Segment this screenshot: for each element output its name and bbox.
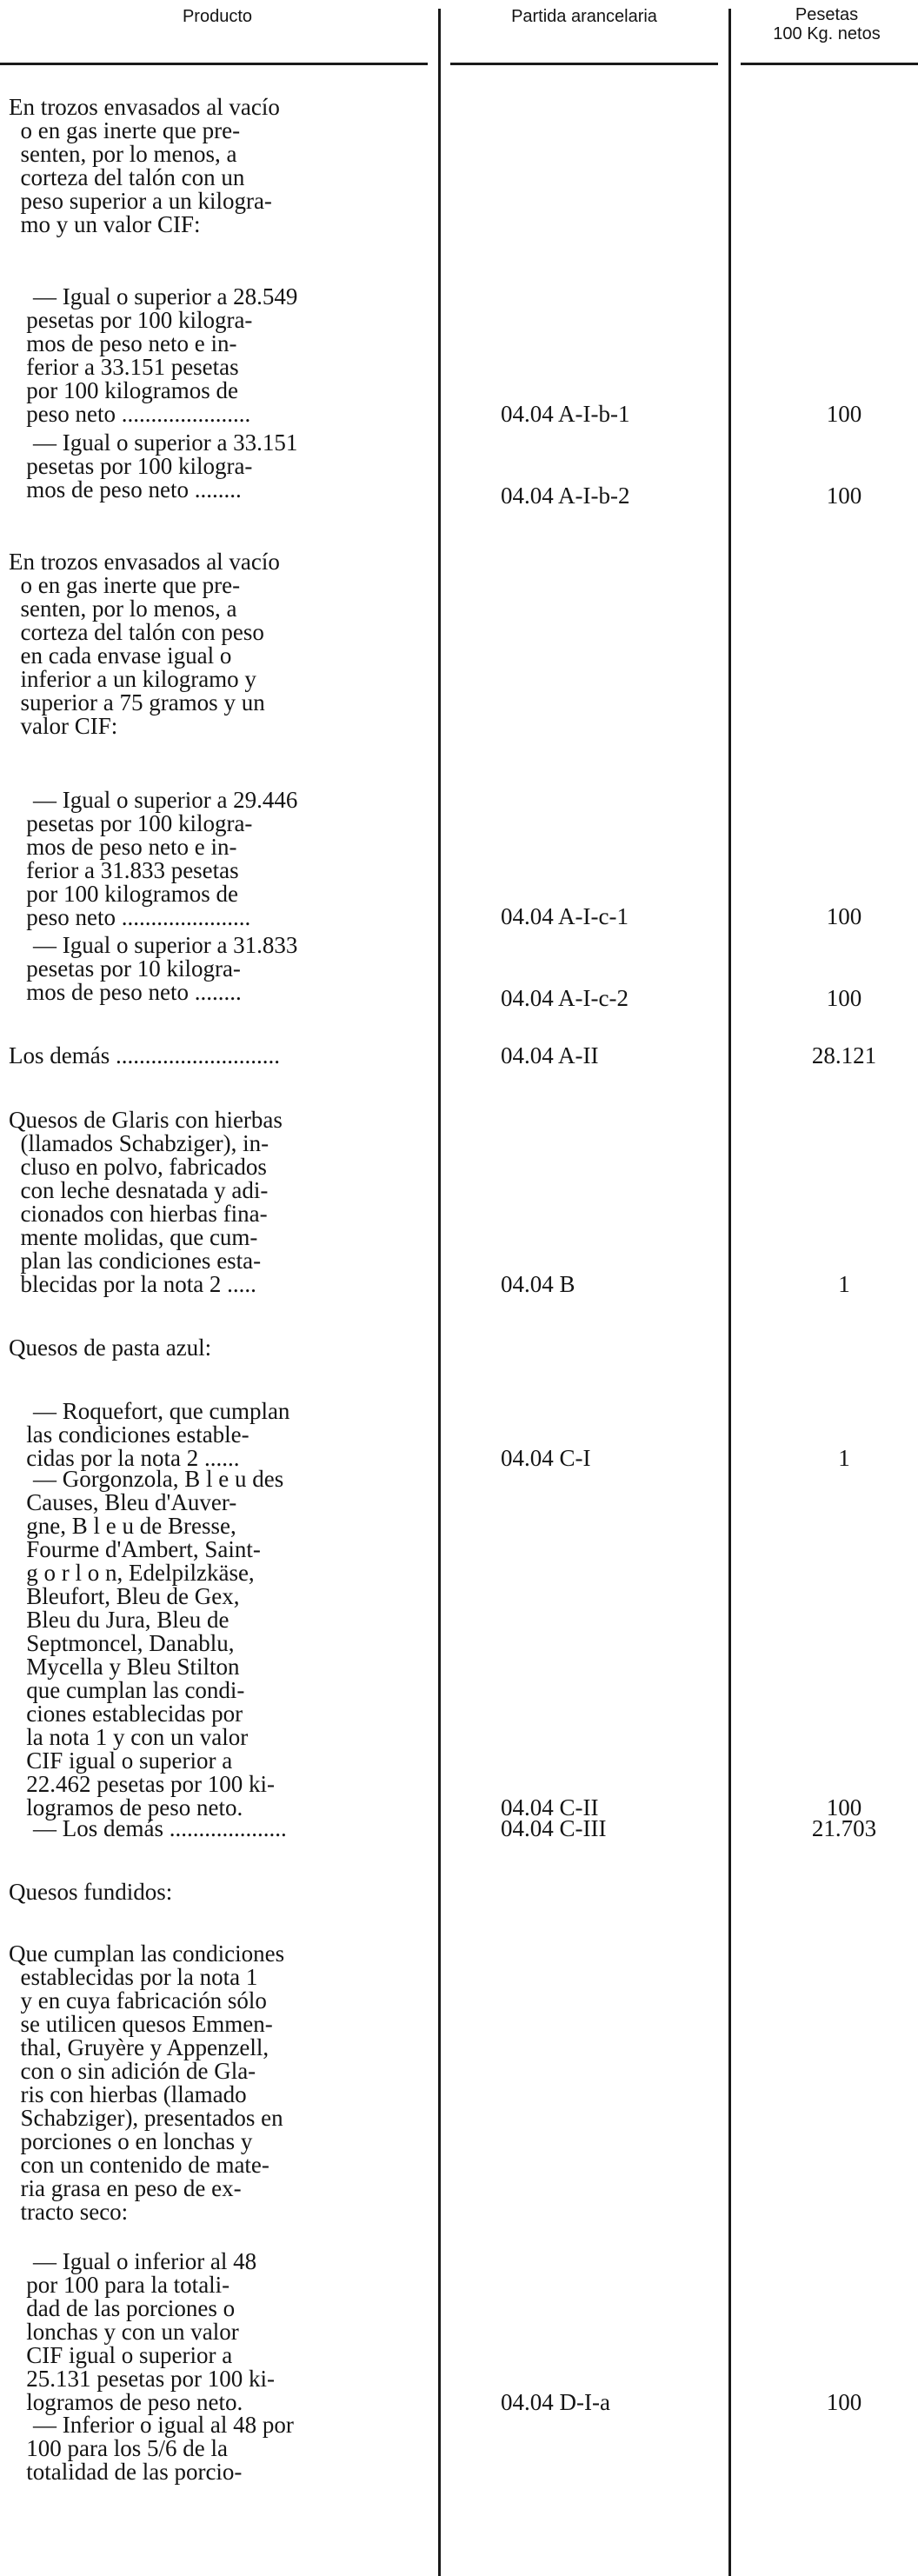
product-line: logramos de peso neto. (9, 2389, 243, 2415)
pesetas-value: 28.121 (811, 1042, 877, 1068)
product-line: (llamados Schabziger), in- (9, 1130, 269, 1156)
product-line: establecidas por la nota 1 (9, 1964, 258, 1990)
product-line: — Inferior o igual al 48 por (33, 2412, 294, 2438)
product-line: — Igual o superior a 33.151 (33, 429, 298, 456)
product-line: ferior a 33.151 pesetas (9, 354, 239, 380)
product-line: superior a 75 gramos y un (9, 689, 265, 716)
header-pesetas: Pesetas (795, 5, 859, 24)
pesetas-value: 1 (838, 1445, 850, 1471)
product-line: ris con hierbas (llamado (9, 2081, 247, 2107)
pesetas-value: 100 (826, 903, 862, 929)
product-line: — Gorgonzola, B l e u des (33, 1466, 284, 1492)
product-line: pesetas por 100 kilogra- (9, 453, 253, 479)
product-line: cluso en polvo, fabricados (9, 1154, 267, 1180)
product-line: pesetas por 10 kilogra- (9, 955, 241, 982)
tariff-code: 04.04 C-III (501, 1815, 607, 1841)
column-divider-1 (438, 9, 441, 2576)
product-line: Fourme d'Ambert, Saint- (9, 1536, 261, 1562)
tariff-code: 04.04 A-II (501, 1042, 599, 1068)
product-line: — Los demás .................... (33, 1815, 287, 1841)
product-line: mos de peso neto e in- (9, 834, 237, 860)
tariff-code: 04.04 C-I (501, 1445, 591, 1471)
pesetas-value: 21.703 (811, 1815, 877, 1841)
product-line: lonchas y con un valor (9, 2319, 239, 2345)
product-line: y en cuya fabricación sólo (9, 1987, 267, 2014)
pesetas-value: 100 (826, 1794, 862, 1821)
header-producto: Producto (182, 7, 253, 26)
product-line: mo y un valor CIF: (9, 211, 201, 237)
product-line: plan las condiciones esta- (9, 1248, 262, 1274)
product-line: peso superior a un kilogra- (9, 188, 272, 214)
product-line: pesetas por 100 kilogra- (9, 307, 253, 333)
product-line: cidas por la nota 2 ...... (9, 1445, 240, 1471)
product-line: 25.131 pesetas por 100 ki- (9, 2366, 275, 2392)
pesetas-value: 100 (826, 401, 862, 427)
product-line: En trozos envasados al vacío (9, 549, 280, 575)
product-line: — Igual o superior a 28.549 (33, 283, 298, 310)
product-line: Quesos fundidos: (9, 1879, 173, 1905)
pesetas-value: 100 (826, 483, 862, 509)
product-line: o en gas inerte que pre- (9, 117, 241, 143)
product-line: g o r l o n, Edelpilzkäse, (9, 1560, 255, 1586)
product-line: pesetas por 100 kilogra- (9, 810, 253, 836)
product-line: o en gas inerte que pre- (9, 572, 241, 598)
product-line: senten, por lo menos, a (9, 141, 237, 167)
tariff-code: 04.04 C-II (501, 1794, 599, 1821)
product-line: peso neto ...................... (9, 401, 251, 427)
product-line: valor CIF: (9, 713, 118, 739)
product-line: Mycella y Bleu Stilton (9, 1654, 240, 1680)
tariff-code: 04.04 D-I-a (501, 2389, 610, 2415)
product-line: inferior a un kilogramo y (9, 666, 256, 692)
product-line: por 100 para la totali- (9, 2272, 230, 2298)
product-line: Quesos de pasta azul: (9, 1335, 212, 1361)
product-line: corteza del talón con un (9, 164, 245, 190)
product-line: con un contenido de mate- (9, 2152, 269, 2178)
product-line: Septmoncel, Danablu, (9, 1630, 235, 1656)
product-line: — Igual o superior a 31.833 (33, 932, 298, 958)
product-line: la nota 1 y con un valor (9, 1724, 249, 1750)
product-line: — Igual o superior a 29.446 (33, 787, 298, 813)
product-line: con o sin adición de Gla- (9, 2058, 256, 2084)
column-divider-2 (728, 9, 731, 2576)
product-line: las condiciones estable- (9, 1421, 249, 1448)
product-line: Los demás ............................ (9, 1042, 280, 1068)
product-line: se utilicen quesos Emmen- (9, 2011, 273, 2037)
tariff-code: 04.04 B (501, 1271, 575, 1297)
product-line: Bleufort, Bleu de Gex, (9, 1583, 240, 1609)
pesetas-value: 1 (838, 1271, 850, 1297)
product-line: En trozos envasados al vacío (9, 94, 280, 120)
product-line: Que cumplan las condiciones (9, 1940, 285, 1967)
product-line: logramos de peso neto. (9, 1794, 243, 1821)
header-rule-3 (741, 63, 918, 65)
product-line: CIF igual o superior a (9, 2342, 233, 2368)
product-line: Schabziger), presentados en (9, 2105, 283, 2131)
product-line: thal, Gruyère y Appenzell, (9, 2034, 269, 2060)
tariff-code: 04.04 A-I-b-1 (501, 401, 630, 427)
product-line: porciones o en lonchas y (9, 2128, 253, 2154)
product-line: blecidas por la nota 2 ..... (9, 1271, 256, 1297)
tariff-code: 04.04 A-I-b-2 (501, 483, 630, 509)
product-line: CIF igual o superior a (9, 1747, 233, 1774)
product-line: Bleu du Jura, Bleu de (9, 1607, 230, 1633)
pesetas-value: 100 (826, 985, 862, 1011)
product-line: Quesos de Glaris con hierbas (9, 1107, 283, 1133)
header-partida: Partida arancelaria (511, 7, 657, 26)
product-line: — Roquefort, que cumplan (33, 1398, 290, 1424)
product-line: senten, por lo menos, a (9, 596, 237, 622)
product-line: mos de peso neto ........ (9, 979, 242, 1005)
product-line: 100 para los 5/6 de la (9, 2435, 228, 2461)
header-rule-1 (0, 63, 428, 65)
product-line: tracto seco: (9, 2199, 129, 2225)
product-line: corteza del talón con peso (9, 619, 264, 645)
product-line: en cada envase igual o (9, 642, 232, 669)
product-line: que cumplan las condi- (9, 1677, 245, 1703)
product-line: peso neto ...................... (9, 904, 251, 930)
pesetas-value: 100 (826, 2389, 862, 2415)
product-line: Causes, Bleu d'Auver- (9, 1489, 237, 1515)
product-line: — Igual o inferior al 48 (33, 2248, 257, 2274)
product-line: con leche desnatada y adi- (9, 1177, 269, 1203)
product-line: 22.462 pesetas por 100 ki- (9, 1771, 275, 1797)
header-pesetas-unit: 100 Kg. netos (773, 24, 881, 43)
product-line: por 100 kilogramos de (9, 377, 238, 403)
product-line: cionados con hierbas fina- (9, 1201, 268, 1227)
product-line: ciones establecidas por (9, 1701, 243, 1727)
header-rule-2 (450, 63, 718, 65)
product-line: ferior a 31.833 pesetas (9, 857, 239, 883)
product-line: gne, B l e u de Bresse, (9, 1513, 236, 1539)
tariff-code: 04.04 A-I-c-1 (501, 903, 629, 929)
product-line: dad de las porciones o (9, 2295, 236, 2321)
tariff-code: 04.04 A-I-c-2 (501, 985, 629, 1011)
product-line: por 100 kilogramos de (9, 881, 238, 907)
product-line: mos de peso neto e in- (9, 330, 237, 356)
product-line: mos de peso neto ........ (9, 476, 242, 503)
product-line: ria grasa en peso de ex- (9, 2175, 242, 2201)
product-line: totalidad de las porcio- (9, 2459, 243, 2485)
product-line: mente molidas, que cum- (9, 1224, 258, 1250)
